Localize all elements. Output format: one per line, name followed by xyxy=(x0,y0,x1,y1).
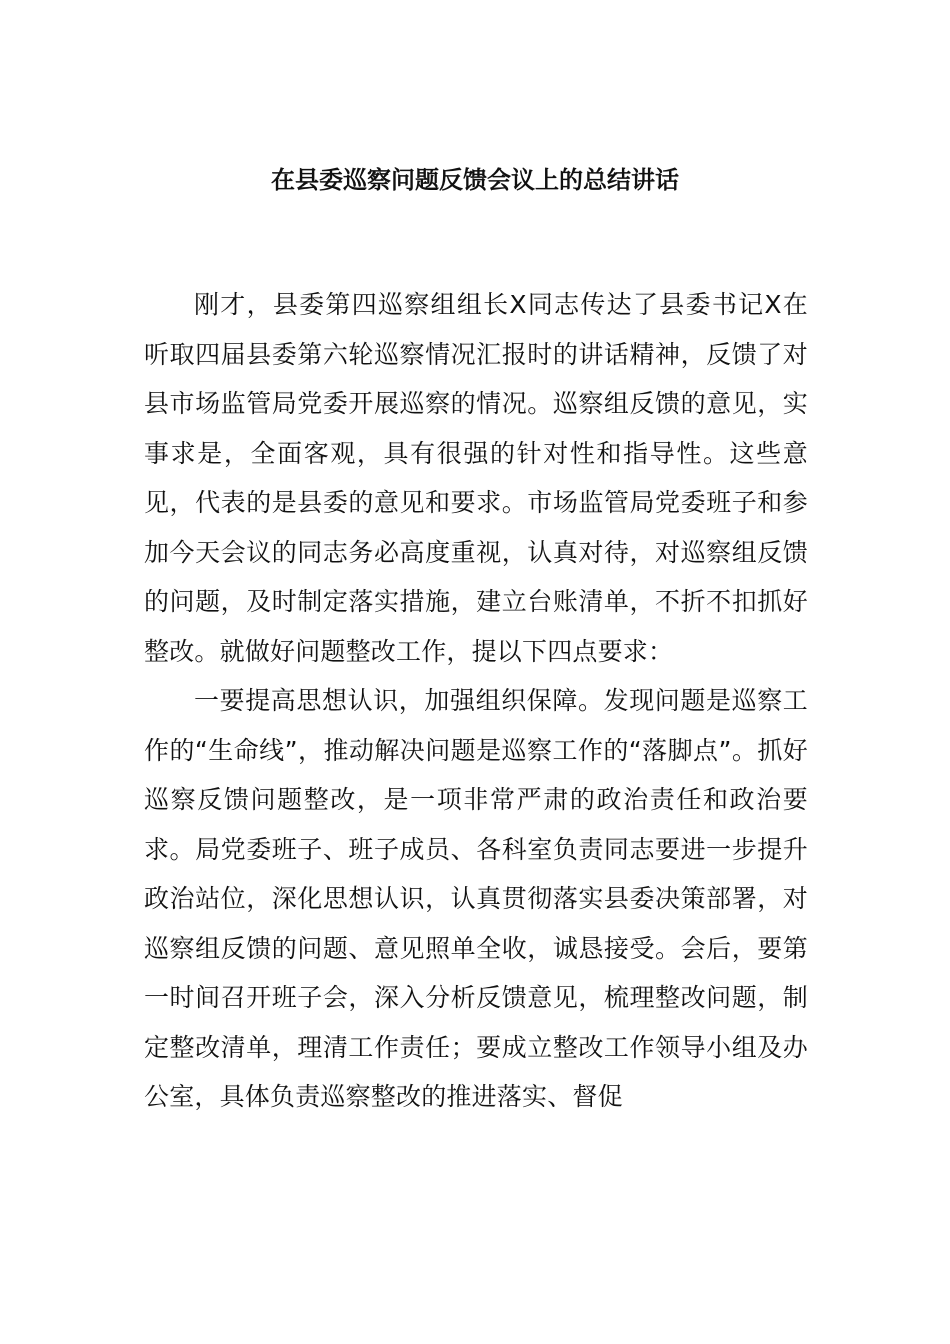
paragraph-1: 刚才，县委第四巡察组组长X同志传达了县委书记X在听取四届县委第六轮巡察情况汇报时的讲话精神，反馈了对县市场监管局党委开展巡察的情况。巡察组反馈的意见，实事求是，全面客观，具有很强的针对性和指导性。这些意见，代表的是县委的意见和要求。市场监管局党委班子和参加今天会议的同志务必高度重视，认真对待，对巡察组反馈的问题，及时制定落实措施，建立台账清单，不折不扣抓好整改。就做好问题整改工作，提以下四点要求： xyxy=(144,290,808,666)
paragraph-2: 一要提高思想认识，加强组织保障。发现问题是巡察工作的“生命线”，推动解决问题是巡察工作的“落脚点”。抓好巡察反馈问题整改，是一项非常严肃的政治责任和政治要求。局党委班子、班子成员、各科室负责同志要进一步提升政治站位，深化思想认识，认真贯彻落实县委决策部署，对巡察组反馈的问题、意见照单全收，诚恳接受。会后，要第一时间召开班子会，深入分析反馈意见，梳理整改问题，制定整改清单，理清工作责任；要成立整改工作领导小组及办公室，具体负责巡察整改的推进落实、督促 xyxy=(144,686,808,1111)
document-title: 在县委巡察问题反馈会议上的总结讲话 xyxy=(271,166,679,194)
document-body xyxy=(144,280,808,1122)
